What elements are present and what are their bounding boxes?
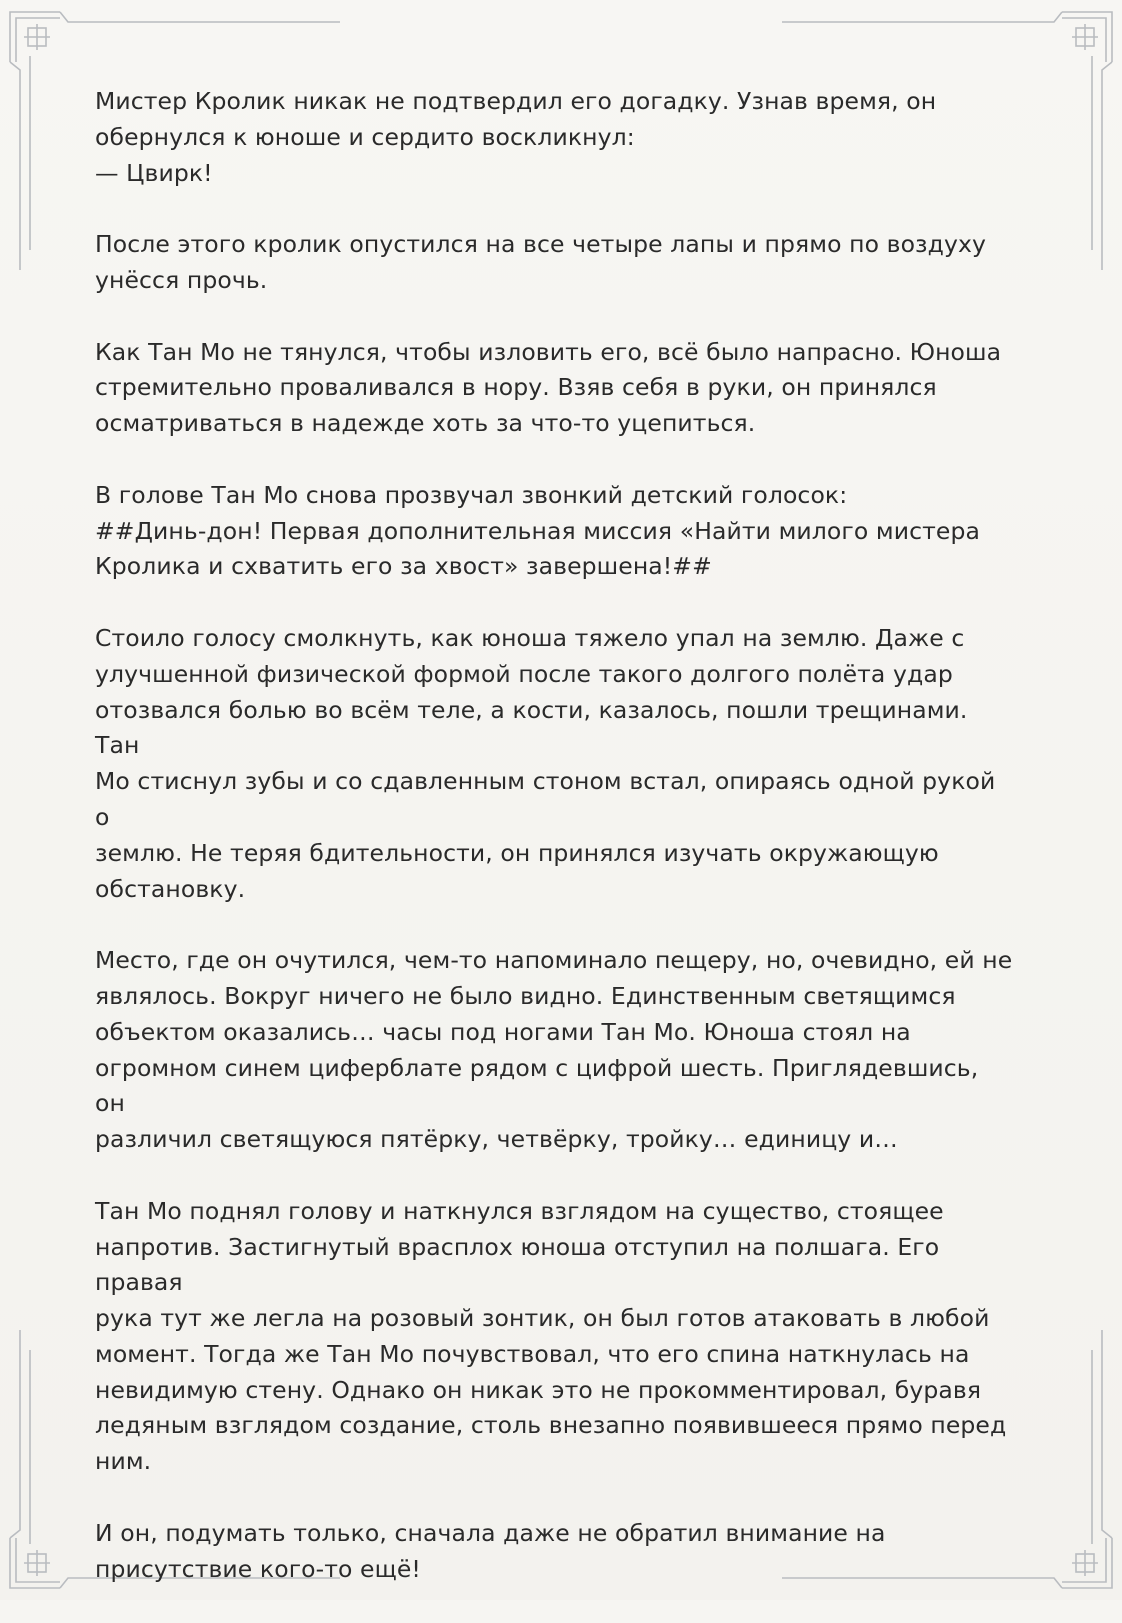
paragraph: Мистер Кролик никак не подтвердил его догадку. Узнав время, он обернулся к юноше и сердито воскликнул: — Цвирк! xyxy=(95,87,937,187)
paragraph: После этого кролик опустился на все четыре лапы и прямо по воздуху унёсся прочь. xyxy=(95,230,987,294)
paragraph: Тан Мо поднял голову и наткнулся взглядом на существо, стоящее напротив. Застигнутый врасплох юноша отступил на полшага. Его правая рука тут же легла на розовый зонтик, он был готов атаковать в любой момент. Тогда же Тан Мо почувствовал, что его спина наткнулась на невидимую стену. Однако он никак это не прокомментировал, буравя ледяным взглядом создание, столь внезапно появившееся прямо перед ним. xyxy=(95,1196,1007,1476)
paragraph: И он, подумать только, сначала даже не обратил внимание на присутствие кого-то ещё! xyxy=(95,1518,886,1583)
paragraph: Место, где он очутился, чем-то напоминало пещеру, но, очевидно, ей не являлось. Вокруг ничего не было видно. Единственным светящимся объектом оказались… часы под ногами Тан Мо. Юноша стоял на огромном синем циферблате рядом с цифрой шесть. Приглядевшись, он различил светящуюся пятёрку, четвёрку, тройку… единицу и… xyxy=(95,946,1013,1154)
paragraph: В голове Тан Мо снова прозвучал звонкий детский голосок: ##Динь-дон! Первая дополнительная миссия «Найти милого мистера Кролика и схватить его за хвост» завершена!## xyxy=(95,480,980,581)
paragraph: Стоило голосу смолкнуть, как юноша тяжело упал на землю. Даже с улучшенной физической формой после такого долгого полёта удар отозвался болью во всём теле, а кости, казалось, пошли трещинами. Тан Мо стиснул зубы и со сдавленным стоном встал, опираясь одной рукой о землю. Не теряя бдительности, он принялся изучать окружающую обстановку. xyxy=(95,623,996,903)
paragraph: Как Тан Мо не тянулся, чтобы изловить его, всё было напрасно. Юноша стремительно проваливался в нору. Взяв себя в руки, он принялся осматриваться в надежде хоть за что-то уцепиться. xyxy=(95,337,1002,438)
document-body xyxy=(95,84,1015,1623)
